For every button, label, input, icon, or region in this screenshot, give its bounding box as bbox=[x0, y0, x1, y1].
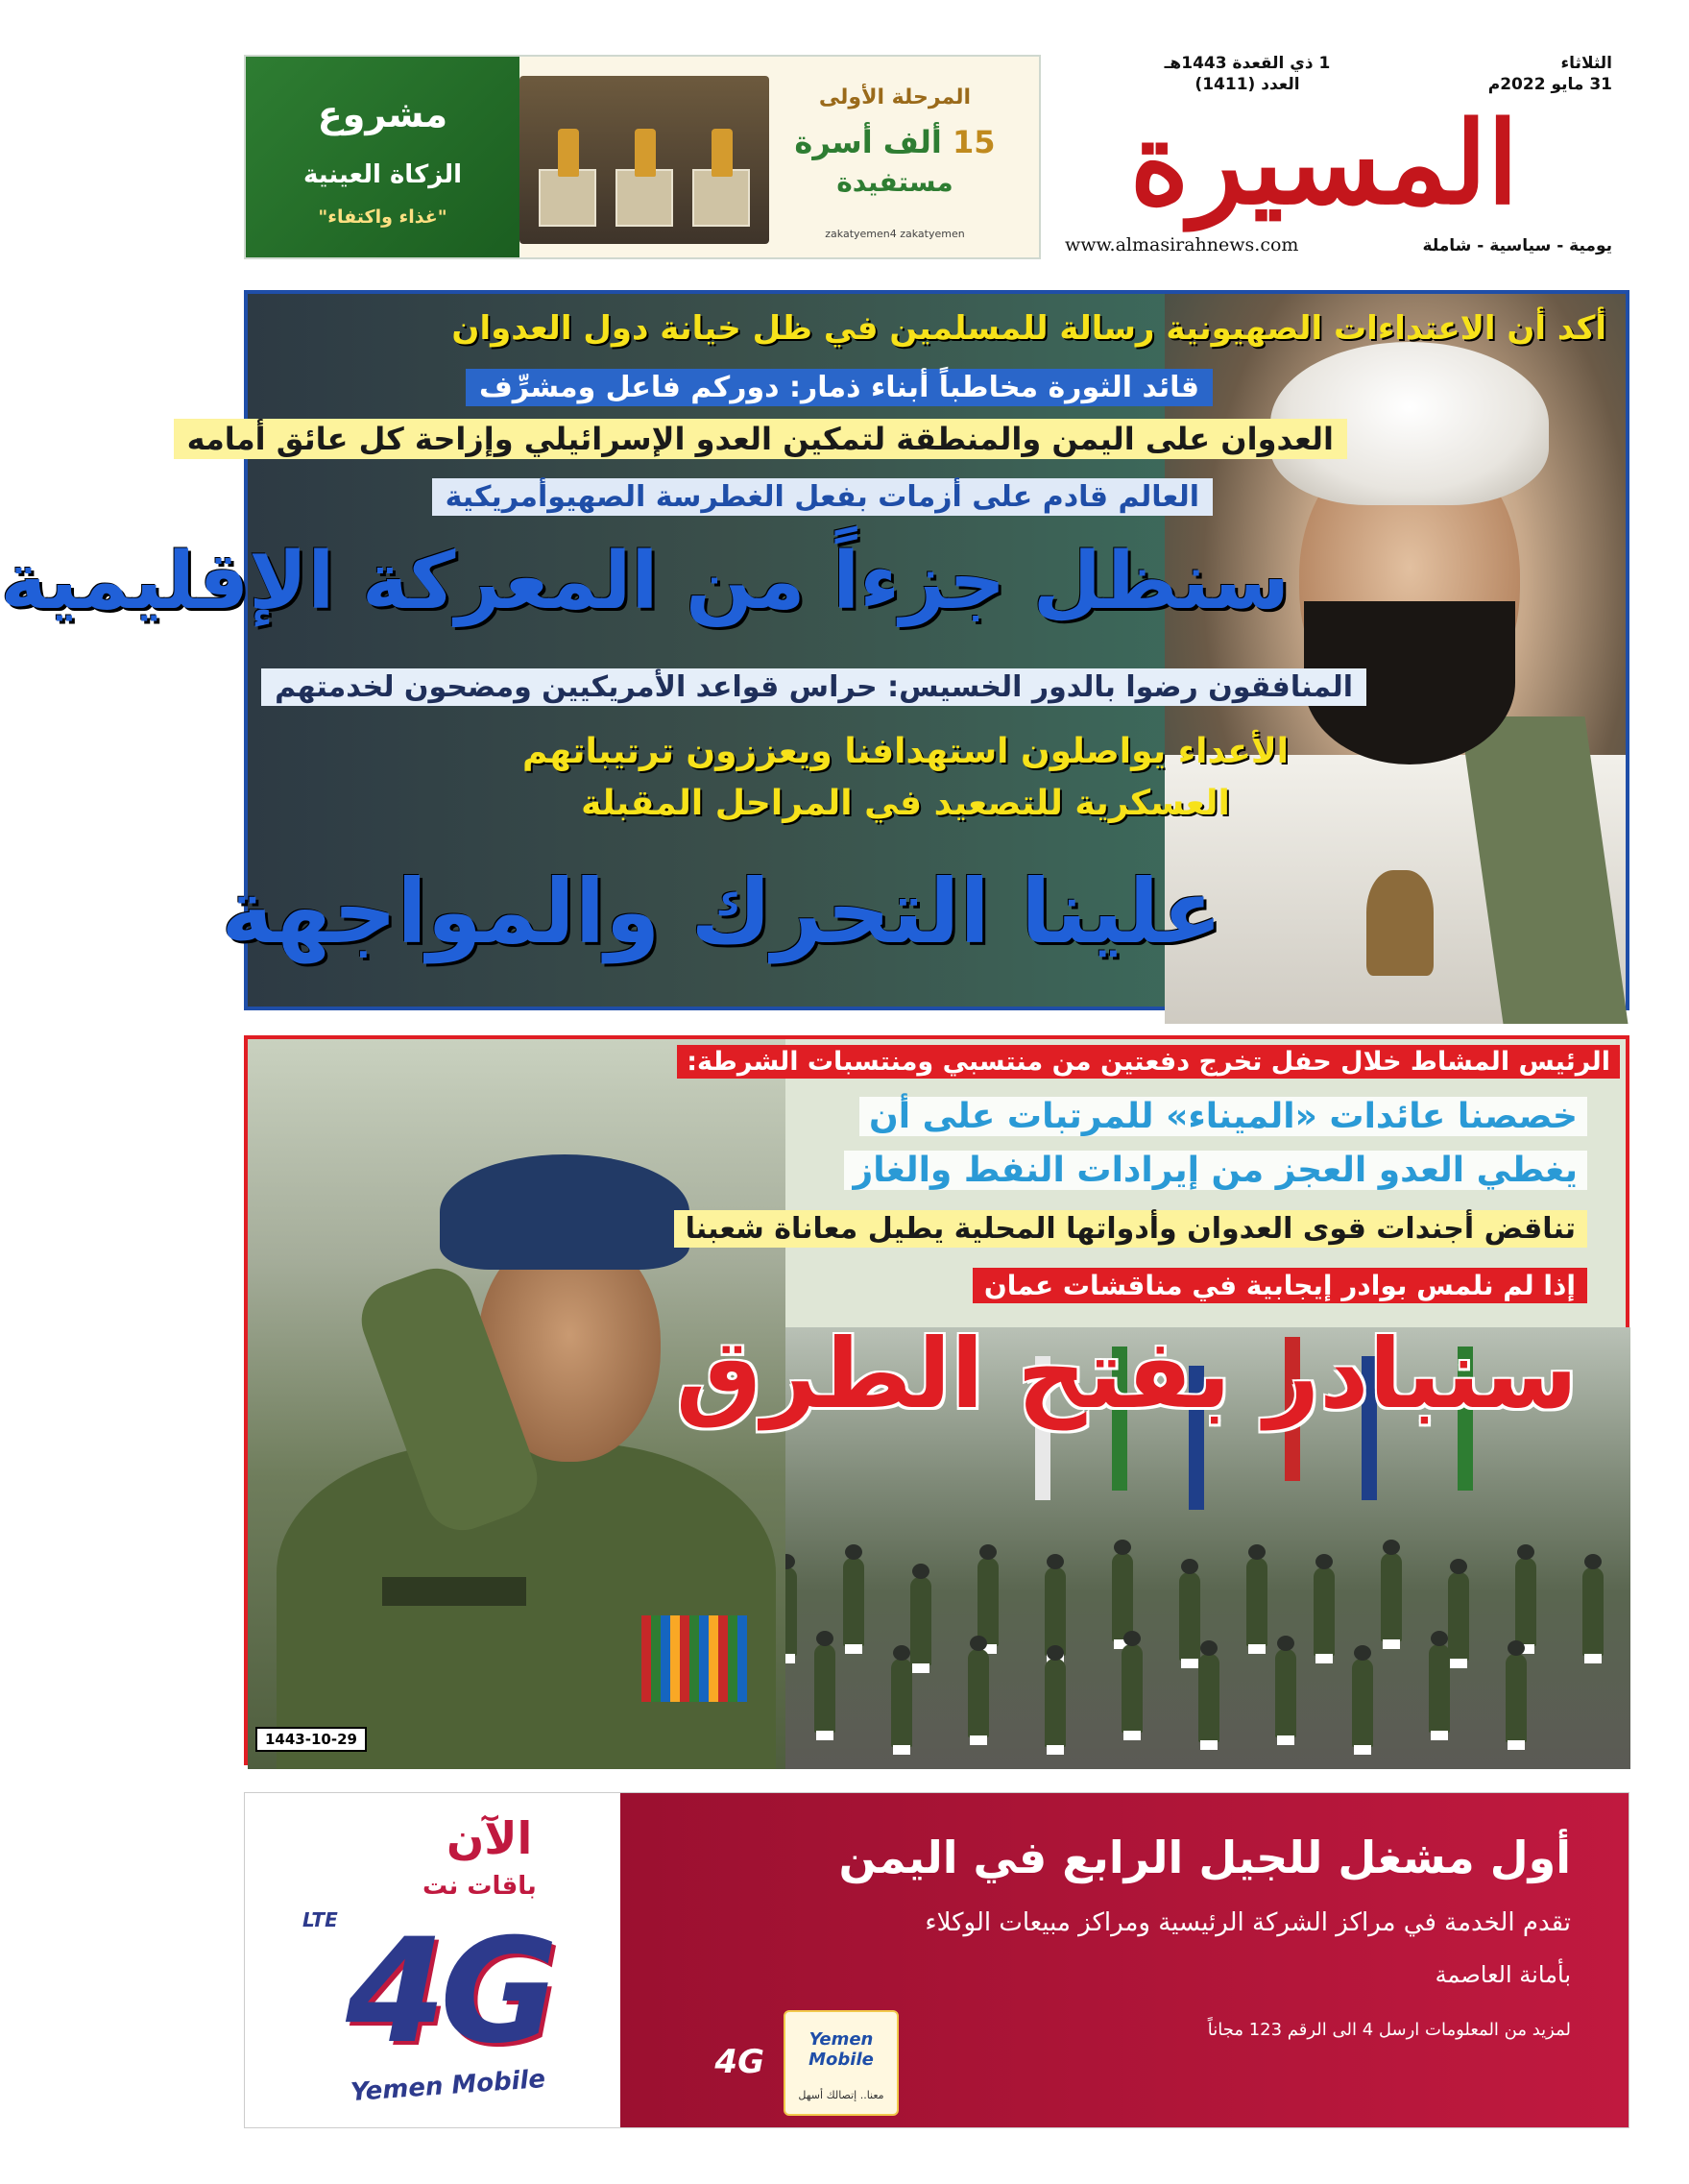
portrait-dagger bbox=[1366, 870, 1434, 976]
zakat-count-text: ألف أسرة bbox=[794, 124, 942, 160]
soldier-figure bbox=[1429, 1644, 1450, 1733]
lead-kicker-1: قائد الثورة مخاطباً أبناء ذمار: دوركم فاعل ومشرِّف bbox=[466, 369, 1213, 406]
food-box-image bbox=[692, 169, 750, 227]
masthead-issue-block bbox=[1122, 53, 1372, 95]
soldier-figure bbox=[968, 1649, 989, 1737]
yemen-mobile-logo-slogan: معنا.. إتصالك أسهل bbox=[798, 2089, 884, 2101]
zakat-stage: المرحلة الأولى bbox=[818, 85, 972, 109]
food-box-image bbox=[615, 169, 673, 227]
zakat-social-handles: zakatyemen4 zakatyemen bbox=[825, 228, 965, 240]
ad-location-line: بأمانة العاصمة bbox=[1435, 1961, 1571, 1988]
ad-red-panel bbox=[620, 1793, 1629, 2127]
food-box-image bbox=[539, 169, 596, 227]
jar-image bbox=[558, 129, 579, 177]
masthead-day: الثلاثاء bbox=[1560, 54, 1612, 73]
masthead-gregorian-date: 31 مايو 2022م bbox=[1487, 75, 1612, 94]
soldier-figure bbox=[1275, 1649, 1296, 1737]
officer-ribbons bbox=[641, 1615, 747, 1702]
second-red-kicker: إذا لم نلمس بوادر إيجابية في مناقشات عمان bbox=[973, 1268, 1587, 1303]
lead-yellow-line-2: العسكرية للتصعيد في المراحل المقبلة bbox=[581, 784, 1230, 823]
ad-title: أول مشغل للجيل الرابع في اليمن bbox=[838, 1832, 1571, 1883]
photo-date-badge: 1443-10-29 bbox=[255, 1727, 367, 1752]
second-blue-line-1: خصصنا عائدات «الميناء» للمرتبات على أن bbox=[859, 1097, 1587, 1136]
ad-now-label: الآن bbox=[446, 1812, 533, 1864]
soldier-figure bbox=[910, 1577, 931, 1665]
soldier-figure bbox=[1179, 1572, 1200, 1661]
yemen-mobile-logo bbox=[784, 2010, 899, 2116]
zakat-count-number: 15 bbox=[953, 124, 996, 160]
soldier-figure bbox=[843, 1558, 864, 1646]
soldier-figure bbox=[1314, 1567, 1335, 1656]
lead-main-headline: سنظل جزءاً من المعركة الإقليمية bbox=[0, 536, 1290, 627]
lead-kicker-4: المنافقون رضوا بالدور الخسيس: حراس قواعد الأمريكيين ومضحون لخدمتهم bbox=[261, 668, 1366, 706]
lead-kicker-3: العالم قادم على أزمات بفعل الغطرسة الصهيوأمريكية bbox=[432, 478, 1213, 516]
soldier-figure bbox=[977, 1558, 999, 1646]
zakat-slogan: "غذاء واكتفاء" bbox=[318, 206, 447, 228]
zakat-advertisement bbox=[244, 55, 1041, 259]
zakat-count bbox=[770, 124, 1020, 160]
masthead-tagline: يومية - سياسية - شاملة bbox=[1422, 236, 1612, 255]
soldier-figure bbox=[1582, 1567, 1604, 1656]
masthead-website: www.almasirahnews.com bbox=[1065, 234, 1299, 255]
soldier-figure bbox=[814, 1644, 835, 1733]
zakat-project-name: الزكاة العينية bbox=[302, 160, 463, 189]
soldier-figure bbox=[1352, 1659, 1373, 1747]
soldier-figure bbox=[1448, 1572, 1469, 1661]
soldier-figure bbox=[1045, 1567, 1066, 1656]
lead-yellow-line-1: الأعداء يواصلون استهدافنا ويعززون ترتيباتهم bbox=[521, 732, 1290, 771]
zakat-project-label: مشروع bbox=[317, 93, 448, 135]
second-blue-line-2: يغطي العدو العجز من إيرادات النفط والغاز bbox=[844, 1151, 1587, 1190]
ad-lte-label: LTE bbox=[302, 1908, 338, 1931]
soldier-figure bbox=[1515, 1558, 1536, 1646]
ad-4g-big-logo: 4G bbox=[346, 1908, 553, 2075]
second-story-block bbox=[244, 1035, 1629, 1765]
soldier-figure bbox=[1045, 1659, 1066, 1747]
ad-service-line: تقدم الخدمة في مراكز الشركة الرئيسية ومراكز مبيعات الوكلاء bbox=[925, 1908, 1571, 1937]
newspaper-logo: المسيرة bbox=[1129, 96, 1519, 230]
masthead-hijri-date: 1 ذي القعدة 1443هـ bbox=[1164, 54, 1331, 73]
officer-beret bbox=[440, 1154, 689, 1270]
jar-image bbox=[635, 129, 656, 177]
yemen-mobile-advertisement bbox=[244, 1792, 1629, 2128]
second-top-headline: الرئيس المشاط خلال حفل تخرج دفعتين من منتسبي ومنتسبات الشرطة: bbox=[677, 1045, 1620, 1079]
jar-image bbox=[712, 129, 733, 177]
soldier-figure bbox=[891, 1659, 912, 1747]
second-main-headline: سنبادر بفتح الطرق bbox=[675, 1318, 1578, 1430]
lead-story-block bbox=[0, 290, 1629, 1010]
soldier-figure bbox=[1381, 1553, 1402, 1641]
soldier-figure bbox=[1246, 1558, 1267, 1646]
zakat-ad-green-panel bbox=[246, 57, 519, 257]
ad-packages-label: باقات نت bbox=[422, 1872, 537, 1901]
officer-name-tag bbox=[382, 1577, 526, 1606]
yemen-mobile-logo-text: Yemen Mobile bbox=[808, 2029, 874, 2070]
zakat-beneficiary: مستفيدة bbox=[836, 166, 953, 198]
ad-brand-name: Yemen Mobile bbox=[350, 2064, 547, 2108]
masthead-date-block bbox=[1459, 53, 1612, 95]
soldier-figure bbox=[1112, 1553, 1133, 1641]
soldier-figure bbox=[1198, 1654, 1219, 1742]
zakat-food-photo bbox=[519, 76, 769, 244]
lead-kicker-2: العدوان على اليمن والمنطقة لتمكين العدو الإسرائيلي وإزاحة كل عائق أمامه bbox=[174, 419, 1347, 459]
soldier-figure bbox=[1506, 1654, 1527, 1742]
soldier-figure bbox=[1122, 1644, 1143, 1733]
ad-4g-small-logo: 4G bbox=[714, 2043, 764, 2081]
lead-top-headline: أكد أن الاعتداءات الصهيونية رسالة للمسلمين في ظل خيانة دول العدوان bbox=[451, 309, 1606, 348]
second-yellow-kicker: تناقض أجندات قوى العدوان وأدواتها المحلية يطيل معاناة شعبنا bbox=[674, 1210, 1587, 1248]
ad-info-line: لمزيد من المعلومات ارسل 4 الى الرقم 123 مجاناً bbox=[1207, 2020, 1571, 2040]
lead-main-headline-2: علينا التحرك والمواجهة bbox=[221, 861, 1222, 963]
leader-portrait bbox=[1165, 294, 1626, 1007]
masthead-issue-number: العدد (1411) bbox=[1194, 75, 1300, 94]
